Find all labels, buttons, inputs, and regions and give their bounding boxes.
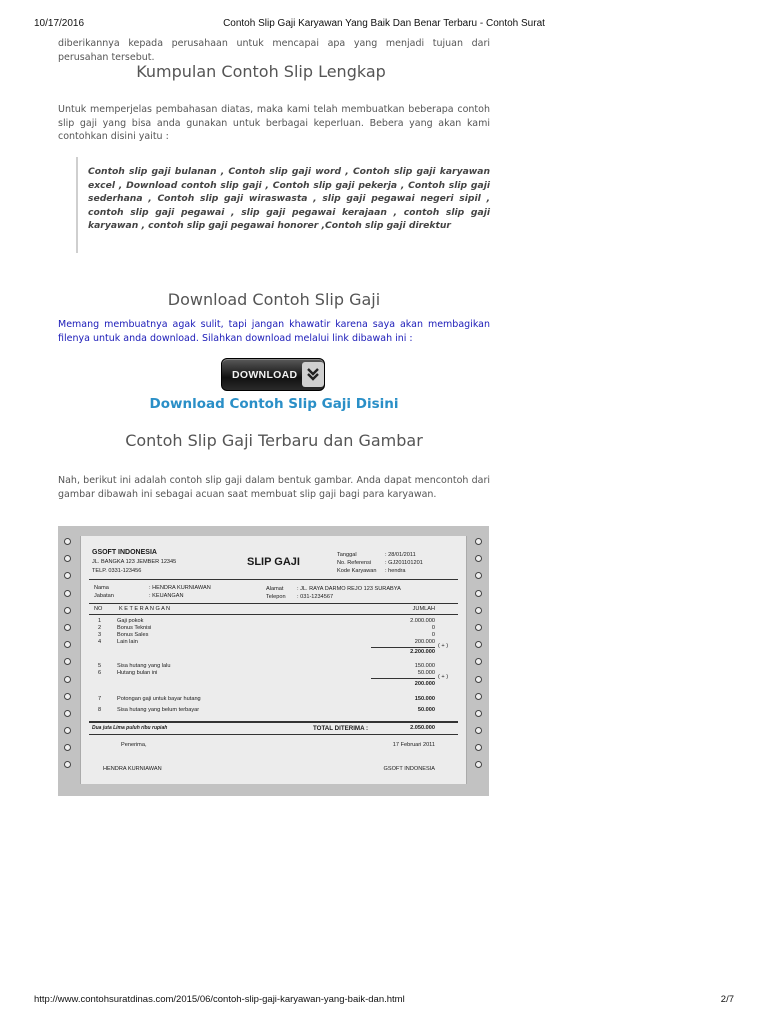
slip-paper bbox=[80, 536, 467, 784]
slip-row-desc: Bonus Teknisi bbox=[117, 625, 152, 631]
download-button-label: DOWNLOAD bbox=[232, 368, 298, 381]
paragraph-gambar: Nah, berikut ini adalah contoh slip gaji dalam bentuk gambar. Anda dapat mencontoh dari gambar dibawah ini sebagai acuan saat membuat slip gaji bagi para karyawan. bbox=[58, 475, 490, 500]
slip-row-no: 2 bbox=[98, 625, 102, 631]
slip-row-amount: 150.000 bbox=[414, 696, 435, 702]
slip-company: GSOFT INDONESIA bbox=[92, 549, 157, 556]
slip-employee-value: : JL. RAYA DARMO REJO 123 SURABYA bbox=[297, 586, 401, 592]
slip-meta-value: : hendra bbox=[385, 568, 406, 574]
slip-row-amount: 150.000 bbox=[414, 663, 435, 669]
print-url: http://www.contohsuratdinas.com/2015/06/contoh-slip-gaji-karyawan-yang-baik-dan.html bbox=[34, 994, 405, 1005]
slip-row-no: 6 bbox=[98, 670, 102, 676]
slip-subtotal: 200.000 bbox=[414, 681, 435, 687]
slip-date-signed: 17 Februari 2011 bbox=[392, 742, 435, 748]
download-link[interactable]: Download Contoh Slip Gaji Disini bbox=[149, 396, 399, 412]
slip-meta-label: Kode Karyawan bbox=[337, 568, 377, 574]
print-page-number: 2/7 bbox=[720, 994, 734, 1005]
paragraph-kumpulan: Untuk memperjelas pembahasan diatas, maka kami telah membuatkan beberapa contoh slip gaji yang bisa anda gunakan untuk berbagai keperluan. Bebera yang akan kami contohkan disini yaitu : bbox=[58, 104, 490, 142]
slip-employee-value: : KEUANGAN bbox=[149, 593, 184, 599]
slip-sign-right: GSOFT INDONESIA bbox=[383, 766, 435, 772]
slip-total-label: TOTAL DITERIMA : bbox=[313, 725, 369, 732]
slip-address: JL. BANGKA 123 JEMBER 12345 bbox=[92, 559, 177, 565]
slip-row-no: 7 bbox=[98, 696, 102, 702]
blockquote-text: Contoh slip gaji bulanan , Contoh slip gaji word , Contoh slip gaji karyawan excel , Download contoh slip gaji , Contoh slip gaji pekerja , Contoh slip gaji sederhana , Contoh slip gaji wiraswasta , slip gaji pegawai negeri sipil , contoh slip gaji pegawai , slip gaji pegawai kerajaan , contoh slip gaji karyawan , contoh slip gaji pegawai honorer ,Contoh slip gaji direktur bbox=[88, 166, 490, 231]
slip-row-amount: 0 bbox=[431, 632, 435, 638]
print-date: 10/17/2016 bbox=[34, 18, 85, 29]
slip-meta-label: No. Referensi bbox=[337, 560, 372, 566]
tractor-holes-right bbox=[475, 538, 487, 779]
slip-op-plus: ( + ) bbox=[438, 643, 449, 649]
print-title: Contoh Slip Gaji Karyawan Yang Baik Dan Benar Terbaru - Contoh Surat bbox=[223, 18, 545, 29]
slip-sign-left: HENDRA KURNIAWAN bbox=[103, 766, 162, 772]
slip-row-amount: 50.000 bbox=[417, 707, 435, 713]
slip-gaji-image bbox=[58, 526, 489, 796]
slip-row-amount: 2.000.000 bbox=[410, 618, 435, 624]
slip-employee-label: Telepon bbox=[266, 594, 286, 600]
slip-meta-value: : 28/01/2011 bbox=[385, 552, 416, 558]
slip-row-no: 1 bbox=[98, 618, 102, 624]
heading-gambar: Contoh Slip Gaji Terbaru dan Gambar bbox=[125, 431, 423, 450]
slip-employee-label: Alamat bbox=[266, 586, 284, 592]
slip-words: Dua juta Lima puluh ribu rupiah bbox=[92, 725, 168, 731]
slip-row-desc: Gaji pokok bbox=[117, 618, 144, 624]
slip-row-amount: 0 bbox=[431, 625, 435, 631]
blockquote bbox=[76, 157, 490, 253]
paragraph-download: Memang membuatnya agak sulit, tapi jangan khawatir karena saya akan membagikan filenya untuk anda download. Silahkan download melalui link dibawah ini : bbox=[58, 319, 490, 344]
slip-row-desc: Potongan gaji untuk bayar hutang bbox=[117, 696, 201, 702]
slip-row-desc: Sisa hutang yang belum terbayar bbox=[117, 707, 200, 713]
chevron-down-double-icon bbox=[302, 362, 324, 387]
slip-row-desc: Bonus Sales bbox=[117, 632, 149, 638]
slip-row-desc: Lain lain bbox=[117, 639, 138, 645]
slip-row-amount: 200.000 bbox=[414, 639, 435, 645]
slip-row-desc: Sisa hutang yang lalu bbox=[117, 663, 171, 669]
slip-received-label: Penerima, bbox=[121, 742, 147, 748]
download-button[interactable] bbox=[221, 358, 325, 391]
slip-row-desc: Hutang bulan ini bbox=[117, 670, 158, 676]
slip-employee-value: : HENDRA KURNIAWAN bbox=[149, 585, 211, 591]
slip-employee-label: Jabatan bbox=[94, 593, 114, 599]
heading-download: Download Contoh Slip Gaji bbox=[167, 290, 381, 309]
slip-employee-value: : 031-1234567 bbox=[297, 594, 334, 600]
slip-phone: TELP. 0331-123456 bbox=[92, 568, 142, 574]
slip-col-amount: JUMLAH bbox=[412, 606, 435, 612]
tractor-holes-left bbox=[64, 538, 76, 779]
slip-row-no: 5 bbox=[98, 663, 102, 669]
slip-subtotal: 2.200.000 bbox=[410, 649, 435, 655]
slip-row-amount: 50.000 bbox=[417, 670, 435, 676]
slip-title: SLIP GAJI bbox=[247, 556, 300, 568]
slip-row-no: 3 bbox=[98, 632, 102, 638]
slip-col-no: NO bbox=[94, 606, 103, 612]
intro-paragraph: diberikannya kepada perusahaan untuk mencapai apa yang menjadi tujuan dari perusahan tersebut. bbox=[58, 38, 490, 63]
slip-employee-label: Nama bbox=[94, 585, 109, 591]
heading-kumpulan: Kumpulan Contoh Slip Lengkap bbox=[136, 62, 386, 81]
slip-total-value: 2.050.000 bbox=[410, 725, 435, 731]
slip-row-no: 8 bbox=[98, 707, 102, 713]
slip-meta-value: : GJ201101201 bbox=[385, 560, 423, 566]
slip-row-no: 4 bbox=[98, 639, 102, 645]
slip-meta-label: Tanggal bbox=[337, 552, 357, 558]
slip-op-minus: ( + ) bbox=[438, 674, 449, 680]
slip-col-desc: K E T E R A N G A N bbox=[119, 606, 171, 612]
